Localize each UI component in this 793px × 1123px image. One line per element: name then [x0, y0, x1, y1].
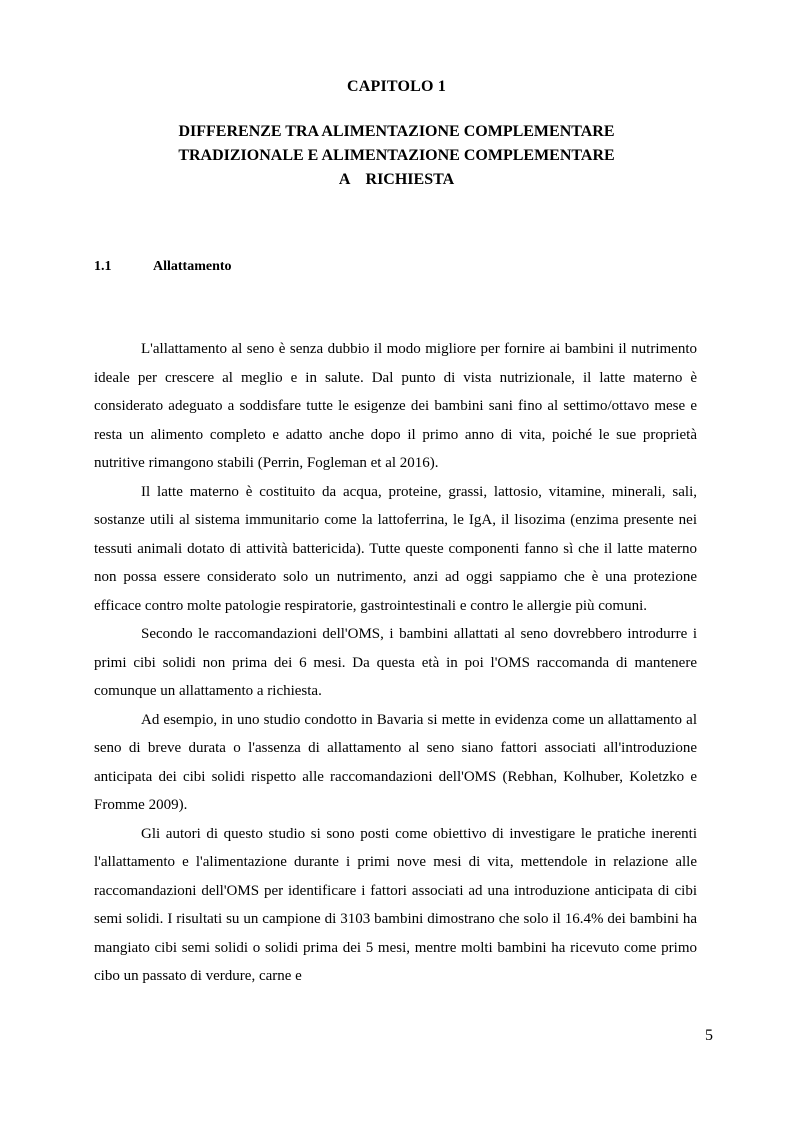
chapter-title — [100, 120, 693, 192]
chapter-title-line: TRADIZIONALE E ALIMENTAZIONE COMPLEMENTARE — [178, 147, 615, 164]
body-text — [94, 335, 697, 991]
chapter-title-line: A RICHIESTA — [338, 171, 455, 188]
chapter-label: CAPITOLO 1 — [346, 78, 447, 95]
paragraph: Gli autori di questo studio si sono posti come obiettivo di investigare le pratiche inerenti l'allattamento e l'alimentazione durante i primi nove mesi di vita, mettendole in relazione alle raccomandazioni dell'OMS per identificare i fattori associati ad una introduzione anticipata di cibi semi solidi. I risultati su un campione di 3103 bambini dimostrano che solo il 16.4% dei bambini ha mangiato cibi semi solidi o solidi prima dei 5 mesi, mentre molti bambini ha ricevuto come primo cibo un passato di verdure, carne e — [94, 825, 697, 984]
paragraph: Ad esempio, in uno studio condotto in Bavaria si mette in evidenza come un allattamento al seno di breve durata o l'assenza di allattamento al seno siano fattori associati all'introduzione anticipata dei cibi solidi rispetto alle raccomandazioni dell'OMS (Rebhan, Kolhuber, Koletzko e Fromme 2009). — [94, 711, 697, 813]
paragraph: Il latte materno è costituito da acqua, proteine, grassi, lattosio, vitamine, minerali, sali, sostanze utili al sistema immunitario come la lattoferrina, le IgA, il lisozima (enzima presente nei tessuti animali dotato di attività battericida). Tutte queste componenti fanno sì che il latte materno non possa essere considerato solo un nutrimento, anzi ad oggi sappiamo che è una protezione efficace contro molte patologie respiratorie, gastrointestinali e contro le allergie più comuni. — [94, 483, 697, 614]
page-number: 5 — [705, 1027, 713, 1044]
section-number: 1.1 — [94, 259, 112, 274]
section-title: Allattamento — [153, 259, 232, 274]
paragraph: Secondo le raccomandazioni dell'OMS, i bambini allattati al seno dovrebbero introdurre i primi cibi solidi non prima dei 6 mesi. Da questa età in poi l'OMS raccomanda di mantenere comunque un allattamento a richiesta. — [94, 626, 697, 699]
paragraph: L'allattamento al seno è senza dubbio il modo migliore per fornire ai bambini il nutrimento ideale per crescere al meglio e in salute. Dal punto di vista nutrizionale, il latte materno è considerato adeguato a soddisfare tutte le esigenze dei bambini sani fino al settimo/ottavo mese e resta un alimento completo e adatto anche dopo il primo anno di vita, poiché le sue proprietà nutritive rimangono stabili (Perrin, Fogleman et al 2016). — [94, 341, 697, 471]
chapter-title-line: DIFFERENZE TRA ALIMENTAZIONE COMPLEMENTARE — [178, 123, 615, 140]
section-heading — [94, 259, 232, 275]
